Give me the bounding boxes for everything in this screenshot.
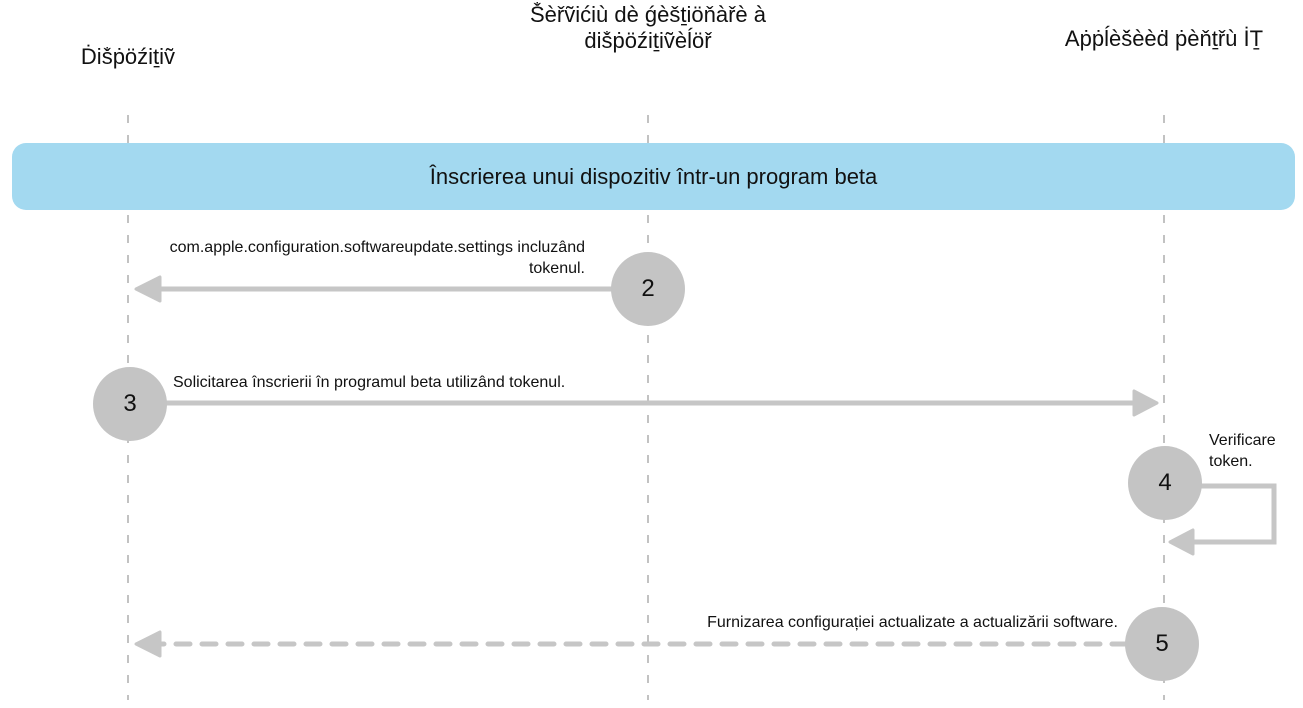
arrow-step-3 [166, 391, 1157, 415]
phase-banner-title: Înscrierea unui dispozitiv într-un program beta [429, 163, 878, 189]
actor-mdm-title: Ṧèřṽićiù dè ǵèšṯiöňàřè à ḋiṧṗöźiṯiṽèĺöř [529, 2, 767, 53]
arrow-step-2 [136, 277, 612, 301]
step-5-badge [1125, 607, 1199, 681]
step-4-badge [1128, 446, 1202, 520]
phase-banner [12, 143, 1295, 210]
actor-device-title: Ḋiṧṗöźiṯiṽ [80, 44, 176, 69]
actor-apple-seed-title: Aṗṗĺèš̌èèḋ ṗèňṯřù İṮ [1064, 26, 1264, 51]
arrow-step-5 [136, 632, 1126, 656]
step-2-number: 2 [641, 275, 655, 302]
step-2-badge [611, 252, 685, 326]
step-3-badge [93, 367, 167, 441]
step-3-label: Solicitarea înscrierii în programul beta utilizând tokenul. [173, 374, 566, 391]
step-3-number: 3 [123, 390, 137, 417]
step-4-label: Verificare token. [1209, 432, 1276, 470]
step-5-label: Furnizarea configurației actualizate a actualizării software. [707, 614, 1118, 631]
step-4-number: 4 [1158, 469, 1172, 496]
step-2-label: com.apple.configuration.softwareupdate.settings incluzând tokenul. [169, 239, 585, 277]
step-5-number: 5 [1155, 630, 1169, 657]
